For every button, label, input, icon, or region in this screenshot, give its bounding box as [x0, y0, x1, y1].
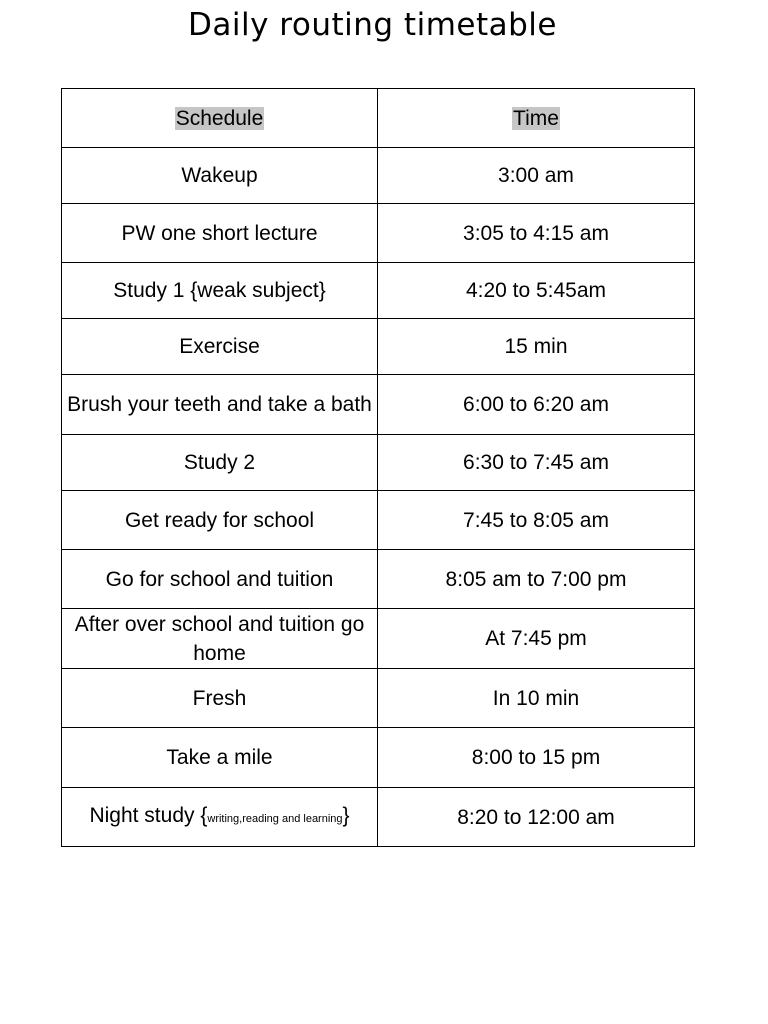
schedule-cell: Night study {writing,reading and learning}: [62, 788, 378, 847]
schedule-cell: Exercise: [62, 319, 378, 375]
schedule-cell: After over school and tuition go home: [62, 609, 378, 669]
table-row: [62, 728, 695, 788]
header-label-time: Time: [513, 106, 559, 130]
table-header-row: [62, 89, 695, 148]
time-cell: 3:05 to 4:15 am: [378, 204, 695, 263]
time-cell: In 10 min: [378, 669, 695, 728]
table-row: [62, 669, 695, 728]
schedule-cell: Wakeup: [62, 148, 378, 204]
table-row: [62, 550, 695, 609]
time-cell: 8:00 to 15 pm: [378, 728, 695, 788]
time-cell: 15 min: [378, 319, 695, 375]
table-row: [62, 788, 695, 847]
header-label-schedule: Schedule: [175, 106, 264, 130]
time-cell: At 7:45 pm: [378, 609, 695, 669]
table-row: [62, 148, 695, 204]
schedule-note-text: writing,reading and learning: [207, 812, 343, 825]
time-cell: 8:20 to 12:00 am: [378, 788, 695, 847]
time-cell: 6:30 to 7:45 am: [378, 435, 695, 491]
time-cell: 4:20 to 5:45am: [378, 263, 695, 319]
time-cell: 3:00 am: [378, 148, 695, 204]
schedule-cell: Fresh: [62, 669, 378, 728]
table-row: [62, 491, 695, 550]
table-row: [62, 263, 695, 319]
table-row: [62, 609, 695, 669]
schedule-cell: Brush your teeth and take a bath: [62, 375, 378, 435]
schedule-cell: Study 2: [62, 435, 378, 491]
schedule-cell: Take a mile: [62, 728, 378, 788]
time-cell: 8:05 am to 7:00 pm: [378, 550, 695, 609]
time-cell: 7:45 to 8:05 am: [378, 491, 695, 550]
schedule-cell: Study 1 {weak subject}: [62, 263, 378, 319]
schedule-main-text: Night study: [89, 803, 195, 827]
timetable: [61, 88, 695, 847]
table-row: [62, 435, 695, 491]
schedule-cell: Get ready for school: [62, 491, 378, 550]
header-cell-time: [378, 89, 695, 148]
header-cell-schedule: [62, 89, 378, 148]
page-title: Daily routing timetable: [188, 7, 557, 43]
table-row: [62, 319, 695, 375]
time-cell: 6:00 to 6:20 am: [378, 375, 695, 435]
table-row: [62, 375, 695, 435]
schedule-cell: PW one short lecture: [62, 204, 378, 263]
table-row: [62, 204, 695, 263]
schedule-cell: Go for school and tuition: [62, 550, 378, 609]
